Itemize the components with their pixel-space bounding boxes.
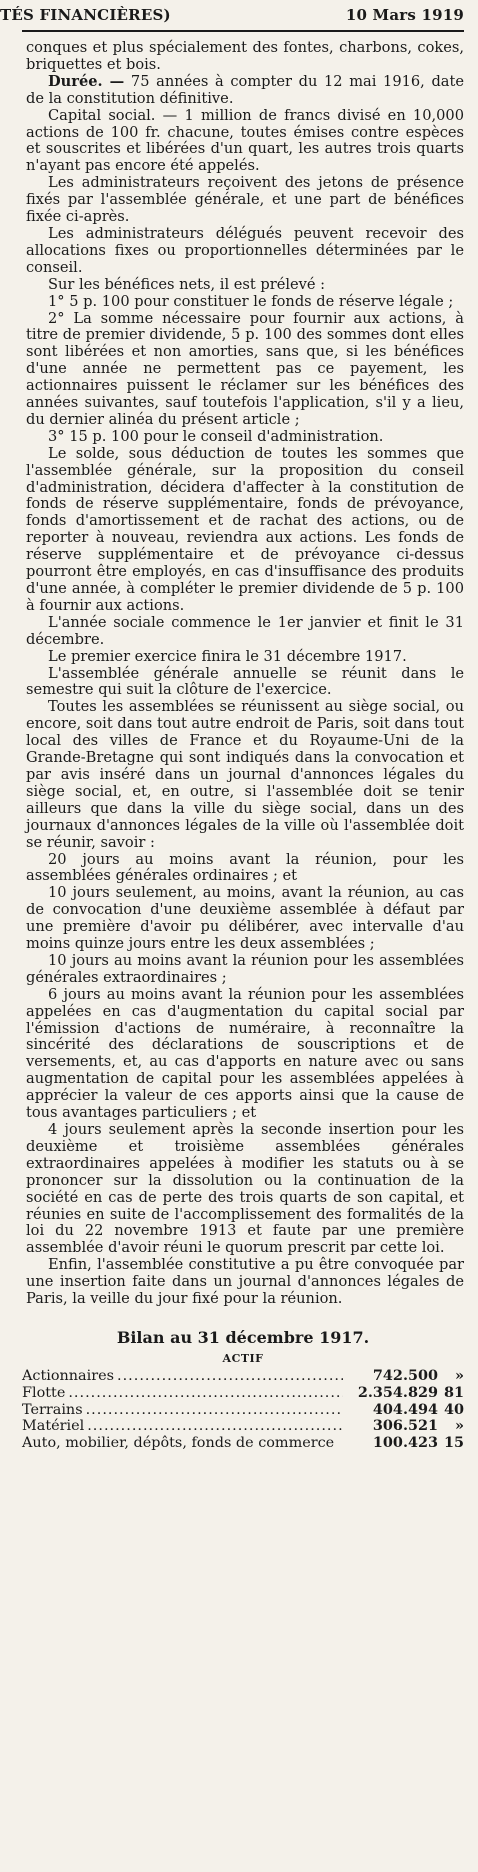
ledger-row (22, 1368, 464, 1385)
paragraph-text: 4 jours seulement après la seconde insertion pour les deuxième et troisième assemblées générales extraordinaires appelées à modifier les statuts ou à se prononcer sur la dissolution ou la continuation de la société en cas de perte des trois quarts de son capital, et réunies en suite de l'accomplissement des formalités de la loi du 22 novembre 1913 et faute par une première assemblée d'avoir réuni le quorum prescrit par cette loi. (26, 1121, 464, 1257)
paragraph-text: Toutes les assemblées se réunissent au siège social, ou encore, soit dans tout autre endroit de Paris, soit dans tout local des villes de France et du Royaume-Uni de la Grande-Bretagne qui sont indiqués dans la convocation et par avis inséré dans un journal d'annonces légales du siège social, et, en outre, si l'assemblée doit se tenir ailleurs que dans la ville du siège social, dans un des journaux d'annonces légales de la ville où l'assemblée doit se réunir, savoir : (26, 698, 464, 851)
ledger-cents: 40 (443, 1400, 464, 1418)
ledger-cents: 15 (443, 1434, 464, 1452)
ledger-cents: » (455, 1366, 464, 1384)
ledger-amount: 306.521 (372, 1417, 438, 1435)
paragraph-text: L'année sociale commence le 1er janvier et finit le 31 décembre. (26, 613, 464, 648)
paragraph-text: 10 jours au moins avant la réunion pour les assemblées générales extraordinaires ; (26, 951, 464, 986)
paragraph-text: Capital social. — 1 million de francs divisé en 10,000 actions de 100 fr. chacune, toutes émises contre espèces et souscrites et libérées d'un quart, les autres trois quarts n'ayant pas encore été appelés. (26, 106, 464, 175)
paragraph-text: 6 jours au moins avant la réunion pour les assemblées appelées en cas d'augmentation du capital social par l'émission d'actions de numéraire, à reconnaître la sincérité des déclarations de souscriptions et de versements, et, au cas d'apports en nature avec ou sans augmentation de capital pour les assemblées appelées à apprécier la valeur de ces apports ainsi que la cause de tous avantages particuliers ; et (26, 985, 464, 1122)
article-paragraph (26, 446, 464, 615)
article-paragraph (26, 277, 464, 294)
paragraph-heading: Durée. — (48, 72, 125, 90)
ledger-amount: 100.423 (372, 1434, 438, 1452)
header-section-title: TÉS FINANCIÈRES) (0, 6, 171, 24)
ledger-label: Auto, mobilier, dépôts, fonds de commerce (22, 1435, 335, 1452)
ledger-label: Terrains (22, 1401, 83, 1418)
paragraph-text: 1° 5 p. 100 pour constituer le fonds de réserve légale ; (48, 292, 454, 310)
page-header (0, 0, 464, 32)
article-paragraph (26, 294, 464, 311)
article-paragraph (26, 1257, 464, 1308)
header-date: 10 Mars 1919 (345, 6, 464, 24)
ledger-row (22, 1402, 464, 1419)
ledger-row (22, 1435, 464, 1452)
article-paragraph (26, 175, 464, 226)
article-paragraph (26, 953, 464, 987)
article-paragraph (26, 74, 464, 108)
article-paragraph (26, 311, 464, 429)
ledger-label: Flotte (22, 1384, 66, 1401)
ledger-label: Matériel (22, 1418, 85, 1435)
paragraph-text: 75 années à compter du 12 mai 1916, date de la constitution définitive. (26, 72, 464, 107)
article-paragraph (26, 699, 464, 851)
paragraph-text: Les administrateurs reçoivent des jetons de présence fixés par l'assemblée générale, et une part de bénéfices fixée ci-après. (26, 174, 464, 226)
ledger-row (22, 1385, 464, 1402)
article-paragraph (26, 226, 464, 277)
paragraph-text: 20 jours au moins avant la réunion, pour les assemblées générales ordinaires ; et (26, 850, 464, 885)
article-body (22, 32, 464, 1308)
bilan-title: Bilan au 31 décembre 1917. (116, 1327, 370, 1347)
ledger-cents: 81 (443, 1383, 464, 1401)
paragraph-text: Le solde, sous déduction de toutes les sommes que l'assemblée générale, sur la proposition du conseil d'administration, décidera d'affecter à la constitution de fonds de réserve supplémentaire, fonds de prévoyance, fonds d'amortissement et de rachat des actions, ou de reporter à nouveau, reviendra aux actions. Les fonds de réserve supplémentaire et de prévoyance ci-dessus pourront être employés, en cas d'insuffisance des produits d'une année, à compléter le premier dividende de 5 p. 100 à fournir aux actions. (26, 444, 464, 614)
paragraph-text: Le premier exercice finira le 31 décembre 1917. (48, 647, 407, 665)
article-paragraph (26, 852, 464, 886)
paragraph-text: conques et plus spécialement des fontes, charbons, cokes, briquettes et bois. (26, 39, 464, 73)
paragraph-text: Enfin, l'assemblée constitutive a pu être convoquée par une insertion faite dans un journal d'annonces légales de Paris, la veille du jour fixé pour la réunion. (26, 1256, 464, 1308)
article-paragraph (26, 649, 464, 666)
dot-leader (87, 1418, 343, 1435)
paragraph-text: Les administrateurs délégués peuvent recevoir des allocations fixes ou proportionnelles déterminées par le conseil. (26, 224, 464, 276)
bilan-section-label: ACTIF (222, 1351, 264, 1365)
paragraph-text: Sur les bénéfices nets, il est prélevé : (48, 275, 326, 293)
article-paragraph (26, 1122, 464, 1257)
paragraph-text: 2° La somme nécessaire pour fournir aux actions, à titre de premier dividende, 5 p. 100 des sommes dont elles sont libérées et non amorties, sans que, si les bénéfices d'une année ne permettent pas ce payement, les actionnaires puissent le réclamer sur les bénéfices des années suivantes, sauf toutefois l'application, s'il y a lieu, du dernier alinéa du présent article ; (26, 309, 464, 428)
dot-leader (68, 1385, 343, 1402)
article-paragraph (26, 885, 464, 953)
article-paragraph (26, 40, 464, 74)
dot-leader (117, 1368, 343, 1385)
ledger-label: Actionnaires (22, 1367, 115, 1384)
ledger-row (22, 1418, 464, 1435)
ledger-amount: 404.494 (372, 1400, 438, 1418)
article-paragraph (26, 666, 464, 700)
article-paragraph (26, 108, 464, 176)
ledger-amount: 2.354.829 (357, 1383, 438, 1401)
ledger-cents: » (455, 1417, 464, 1435)
article-paragraph (26, 615, 464, 649)
bilan-ledger (22, 1368, 464, 1452)
article-paragraph (26, 987, 464, 1122)
paragraph-text: 10 jours seulement, au moins, avant la réunion, au cas de convocation d'une deuxième assemblée à défaut par une première d'avoir pu délibérer, avec intervalle d'au moins quinze jours entre les deux assemblées ; (26, 884, 464, 953)
paragraph-text: 3° 15 p. 100 pour le conseil d'administration. (48, 427, 384, 445)
dot-leader (86, 1402, 343, 1419)
article-paragraph (26, 429, 464, 446)
ledger-amount: 742.500 (372, 1366, 438, 1384)
paragraph-text: L'assemblée générale annuelle se réunit dans le semestre qui suit la clôture de l'exercice. (26, 664, 464, 699)
